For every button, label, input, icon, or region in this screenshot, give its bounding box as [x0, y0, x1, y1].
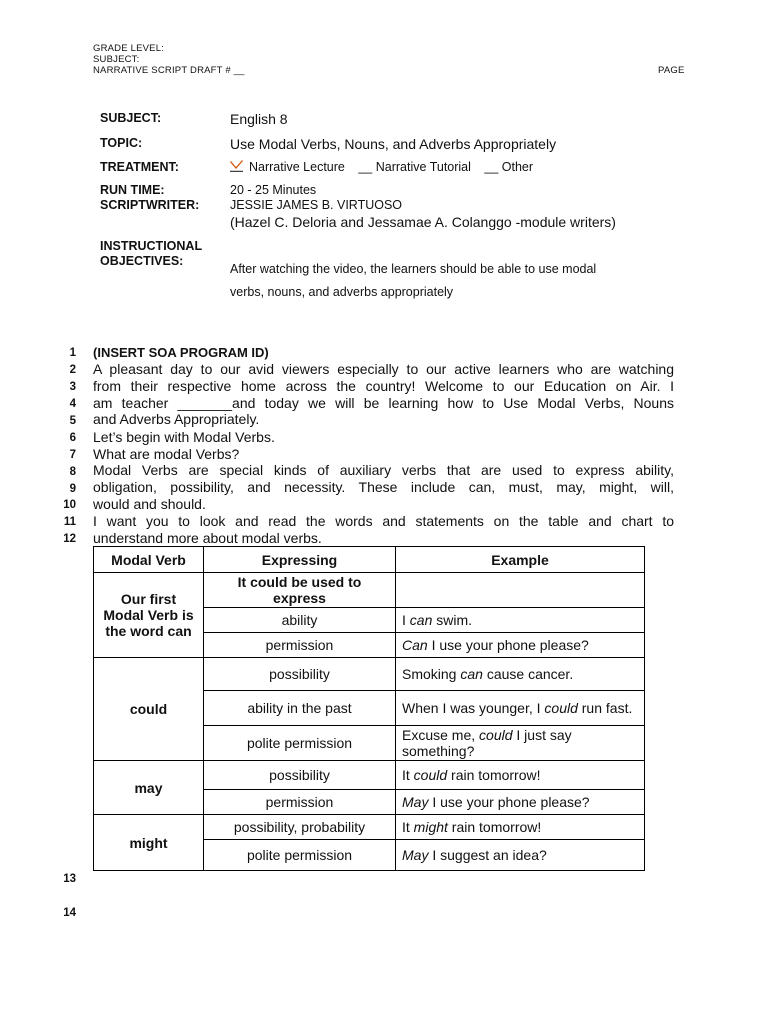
script-line: understand more about modal verbs. — [93, 530, 322, 546]
example-cell — [396, 658, 645, 691]
scriptwriter-value: JESSIE JAMES B. VIRTUOSO — [230, 198, 403, 212]
column-header-modal-verb: Modal Verb — [94, 547, 204, 573]
treatment-option-label: Narrative Lecture — [249, 160, 345, 174]
script-line: Let’s begin with Modal Verbs. — [93, 429, 275, 445]
header-page: PAGE — [658, 65, 685, 76]
expressing-cell: permission — [204, 790, 396, 815]
line-number: 7 — [69, 449, 76, 461]
table-row — [94, 761, 645, 790]
example-modal-word: can — [409, 612, 433, 628]
table-row — [94, 573, 645, 608]
expressing-cell: polite permission — [204, 726, 396, 761]
example-text: swim. — [432, 612, 473, 628]
module-writers: (Hazel C. Deloria and Jessamae A. Colanggo -module writers) — [230, 214, 616, 230]
line-number: 6 — [69, 432, 76, 444]
line-number: 3 — [69, 381, 76, 393]
script-line: I want you to look and read the words and statements on the table and chart to — [93, 513, 674, 529]
example-cell — [396, 633, 645, 658]
line-number: 1 — [69, 347, 76, 359]
treatment-option-narrative-tutorial: __ Narrative Tutorial — [358, 160, 471, 174]
example-text: It — [402, 767, 414, 783]
example-text: When I was younger, I — [402, 700, 545, 716]
objectives-label-line-1: INSTRUCTIONAL — [100, 239, 203, 253]
line-number: 8 — [69, 466, 76, 478]
topic-label: TOPIC: — [100, 136, 143, 150]
script-line: am teacher _______and today we will be learning how to Use Modal Verbs, Nouns — [93, 395, 674, 411]
script-line: would and should. — [93, 496, 206, 512]
treatment-options — [230, 160, 533, 175]
example-cell — [396, 815, 645, 840]
script-line: Modal Verbs are special kinds of auxiliary verbs that are used to express ability, — [93, 462, 674, 478]
example-text: Smoking — [402, 666, 461, 682]
column-header-example: Example — [396, 547, 645, 573]
checkmark-icon — [230, 160, 243, 172]
treatment-option-narrative-lecture — [230, 160, 348, 174]
example-cell — [396, 726, 645, 761]
expressing-intro-cell: It could be used to express — [204, 573, 396, 608]
modal-verb-cell-can: Our first Modal Verb is the word can — [94, 573, 204, 658]
treatment-option-other: __ Other — [484, 160, 534, 174]
example-modal-word: Can — [402, 637, 428, 653]
script-line: from their respective home across the country! Welcome to our Education on Air. I — [93, 378, 674, 394]
line-number: 4 — [69, 398, 76, 410]
example-modal-word: can — [460, 666, 483, 682]
objectives-text-line-1: After watching the video, the learners should be able to use modal — [230, 262, 597, 276]
expressing-cell: polite permission — [204, 840, 396, 871]
example-modal-word: could — [544, 700, 578, 716]
example-text: It — [402, 819, 414, 835]
modal-verb-cell-might: might — [94, 815, 204, 871]
objectives-label-line-2: OBJECTIVES: — [100, 254, 184, 268]
modal-verbs-table — [93, 546, 645, 871]
example-modal-word: could — [479, 727, 513, 743]
example-text: I — [402, 612, 410, 628]
header-grade-level: GRADE LEVEL: — [93, 43, 165, 54]
table-row — [94, 815, 645, 840]
subject-label: SUBJECT: — [100, 111, 162, 125]
example-text: I suggest an idea? — [428, 847, 547, 863]
example-modal-word: might — [413, 819, 448, 835]
treatment-label: TREATMENT: — [100, 160, 179, 174]
example-text: cause cancer. — [482, 666, 574, 682]
line-number: 12 — [63, 533, 76, 545]
example-modal-word: could — [413, 767, 448, 783]
example-text: Excuse me, — [402, 727, 480, 743]
example-modal-word: May — [402, 794, 429, 810]
table-row — [94, 658, 645, 691]
line-number: 9 — [69, 483, 76, 495]
example-cell — [396, 761, 645, 790]
script-line: What are modal Verbs? — [93, 446, 240, 462]
objectives-text-line-2: verbs, nouns, and adverbs appropriately — [230, 285, 454, 299]
script-line: obligation, possibility, and necessity. These include can, must, may, might, will, — [93, 479, 674, 495]
expressing-cell: permission — [204, 633, 396, 658]
example-modal-word: May — [402, 847, 429, 863]
script-line: A pleasant day to our avid viewers especially to our active learners who are watching — [93, 361, 674, 377]
example-text: I use your phone please? — [427, 637, 589, 653]
modal-verb-cell-could: could — [94, 658, 204, 761]
example-text: I just say something? — [402, 727, 572, 759]
column-header-expressing: Expressing — [204, 547, 396, 573]
subject-value: English 8 — [230, 111, 288, 127]
scriptwriter-label: SCRIPTWRITER: — [100, 198, 200, 212]
example-text: rain tomorrow! — [447, 767, 541, 783]
example-cell — [396, 691, 645, 726]
line-number: 5 — [69, 415, 76, 427]
line-number: 14 — [63, 907, 76, 919]
example-cell — [396, 608, 645, 633]
runtime-label: RUN TIME: — [100, 183, 165, 197]
line-number: 11 — [63, 516, 76, 528]
example-cell — [396, 790, 645, 815]
expressing-cell: possibility — [204, 658, 396, 691]
header-subject: SUBJECT: — [93, 54, 140, 65]
runtime-value: 20 - 25 Minutes — [230, 183, 317, 197]
expressing-cell: possibility — [204, 761, 396, 790]
example-cell — [396, 840, 645, 871]
expressing-cell: possibility, probability — [204, 815, 396, 840]
expressing-cell: ability — [204, 608, 396, 633]
example-cell-empty — [396, 573, 645, 608]
script-line: (INSERT SOA PROGRAM ID) — [93, 345, 269, 360]
table-header-row — [94, 547, 645, 573]
example-text: rain tomorrow! — [447, 819, 542, 835]
line-number: 2 — [69, 364, 76, 376]
topic-value: Use Modal Verbs, Nouns, and Adverbs Appropriately — [230, 136, 557, 152]
modal-verb-cell-may: may — [94, 761, 204, 815]
expressing-cell: ability in the past — [204, 691, 396, 726]
header-draft-number: NARRATIVE SCRIPT DRAFT # __ — [93, 65, 245, 76]
line-number: 13 — [63, 873, 76, 885]
script-line: and Adverbs Appropriately. — [93, 411, 260, 427]
line-number: 10 — [63, 499, 76, 511]
example-text: run fast. — [577, 700, 633, 716]
example-text: I use your phone please? — [428, 794, 590, 810]
